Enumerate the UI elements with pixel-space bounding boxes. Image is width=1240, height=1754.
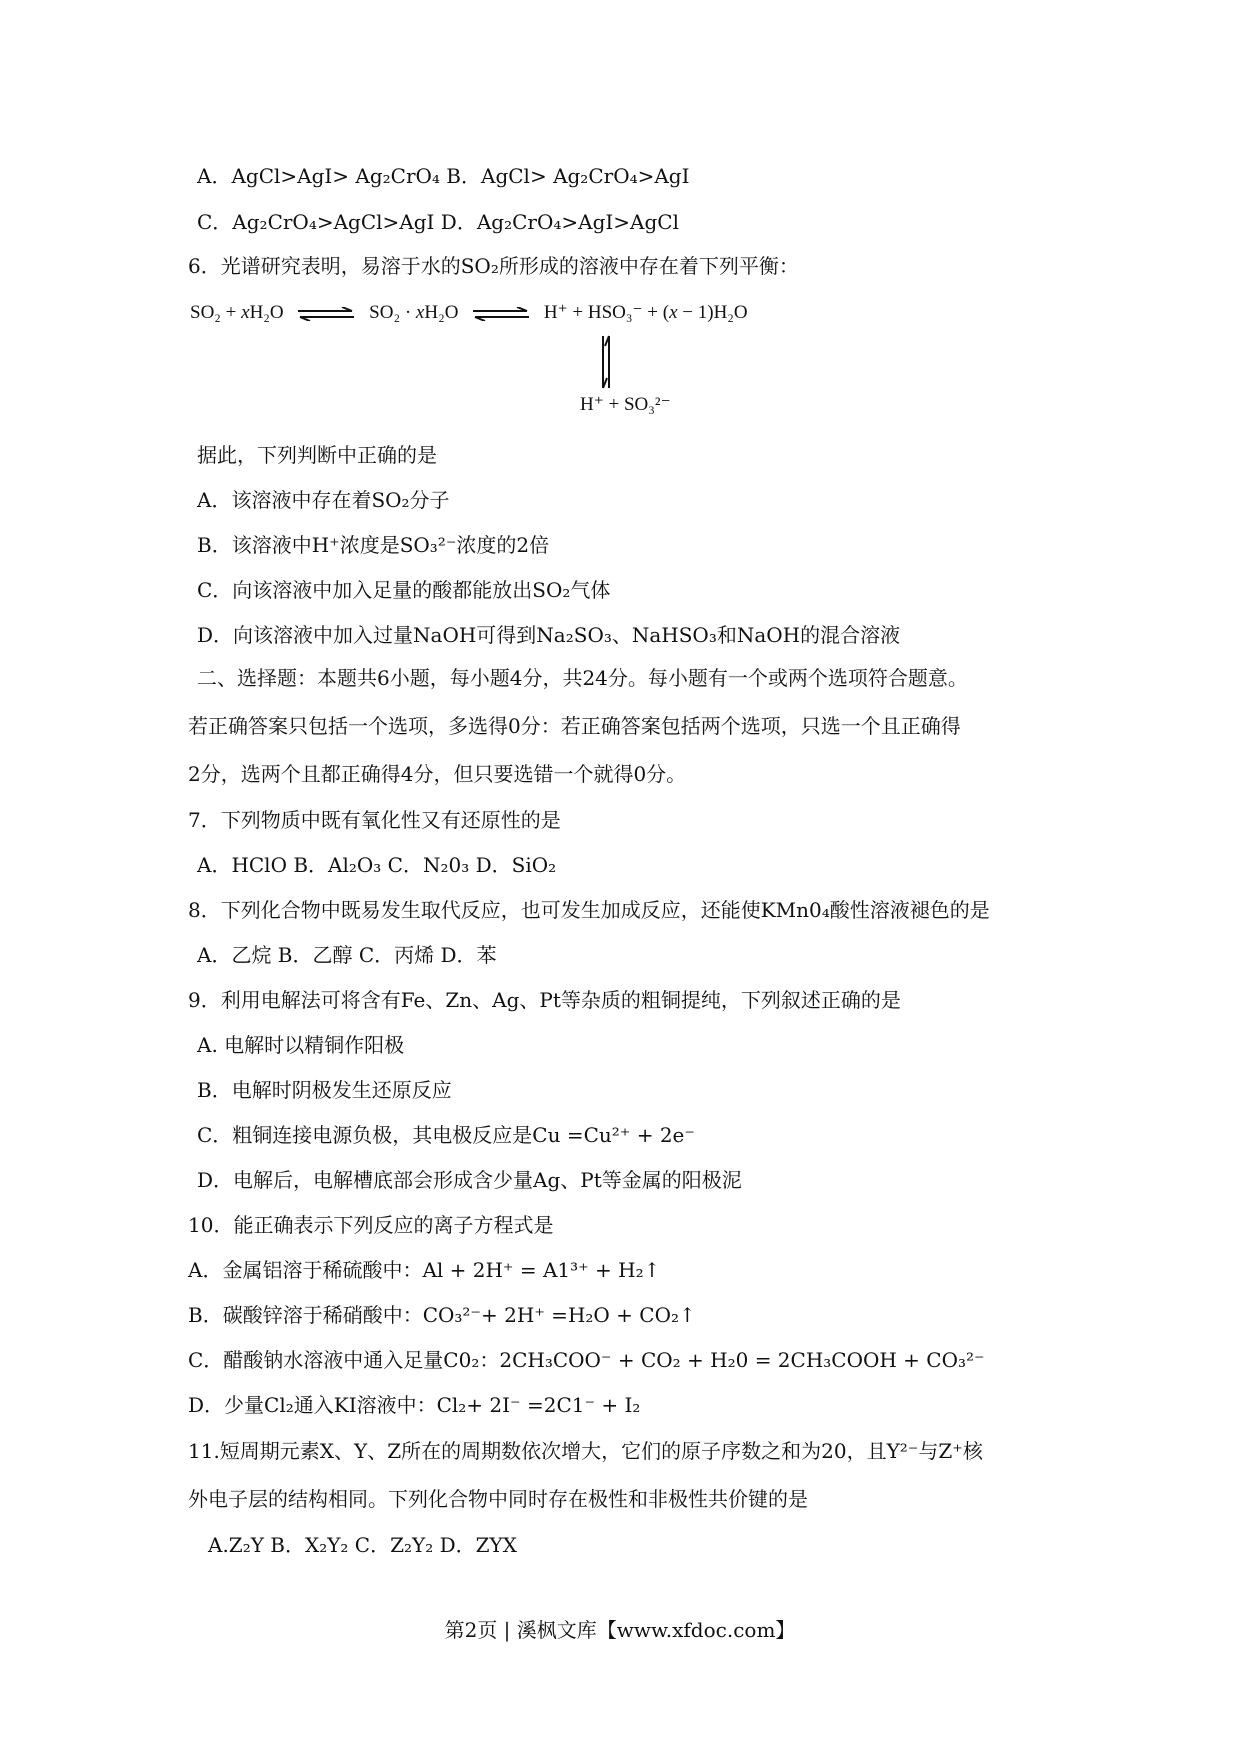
eq-x-symbol-2: x: [415, 302, 425, 323]
q9-opt-d: D．电解后，电解槽底部会形成含少量Ag、Pt等金属的阳极泥: [197, 1168, 742, 1192]
q7-opts: A．HClO B．Al₂O₃ C．N₂0₃ D．SiO₂: [197, 853, 557, 877]
eq-right-tail: − 1)H₂O: [677, 302, 748, 323]
q5-opt-cd: C．Ag₂CrO₄>AgCl>AgI D．Ag₂CrO₄>AgI>AgCl: [197, 210, 679, 234]
q5-opt-ab: A．AgCl>AgI> Ag₂CrO₄ B．AgCl> Ag₂CrO₄>AgI: [197, 164, 690, 188]
q6-opt-d: D．向该溶液中加入过量NaOH可得到Na₂SO₃、NaHSO₃和NaOH的混合溶液: [197, 623, 901, 647]
q6-opt-a: A．该溶液中存在着SO₂分子: [197, 488, 450, 512]
q10-opt-b: B．碳酸锌溶于稀硝酸中：CO₃²⁻+ 2H⁺ =H₂O + CO₂↑: [188, 1303, 696, 1327]
q6-stem: 6．光谱研究表明，易溶于水的SO₂所形成的溶液中存在着下列平衡：: [188, 254, 799, 278]
eq-x-symbol: x: [241, 302, 250, 323]
eq-left-species: SO₂ +: [190, 302, 242, 323]
q11-stem-2: 外电子层的结构相同。下列化合物中同时存在极性和非极性共价键的是: [188, 1487, 808, 1511]
eq-water-2: H₂O: [424, 302, 459, 323]
eq-water: H₂O: [249, 302, 284, 323]
equilibrium-arrow-icon-2: [471, 307, 531, 321]
equilibrium-arrow-icon: [296, 307, 356, 321]
sec2-instr-1: 二、选择题：本题共6小题，每小题4分，共24分。每小题有一个或两个选项符合题意。: [197, 666, 968, 690]
eq-right-x: x: [669, 302, 678, 323]
eq-bottom-species: H⁺ + SO₃²⁻: [580, 394, 671, 415]
q9-opt-c: C．粗铜连接电源负极，其电极反应是Cu =Cu²⁺ + 2e⁻: [197, 1123, 695, 1147]
q6-opt-b: B．该溶液中H⁺浓度是SO₃²⁻浓度的2倍: [197, 533, 550, 557]
q10-opt-d: D．少量Cl₂通入KI溶液中：Cl₂+ 2I⁻ =2C1⁻ + I₂: [188, 1393, 641, 1417]
q11-opts: A.Z₂Y B．X₂Y₂ C．Z₂Y₂ D．ZYX: [208, 1533, 517, 1557]
sec2-instr-3: 2分，选两个且都正确得4分，但只要选错一个就得0分。: [188, 762, 687, 786]
eq-middle-species: SO₂ ·: [369, 302, 416, 323]
equilibrium-row-2: [580, 392, 671, 418]
page-footer: 第2页 | 溪枫文库【www.xfdoc.com】: [444, 1618, 796, 1642]
q10-stem: 10．能正确表示下列反应的离子方程式是: [188, 1213, 554, 1237]
q9-opt-a: A. 电解时以精铜作阳极: [197, 1033, 405, 1057]
q11-stem-1: 11.短周期元素X、Y、Z所在的周期数依次增大，它们的原子序数之和为20，且Y²⁻与Z⁺核: [188, 1439, 983, 1463]
q10-opt-c: C．醋酸钠水溶液中通入足量C0₂：2CH₃COO⁻ + CO₂ + H₂0 = 2CH₃COOH + CO₃²⁻: [188, 1348, 985, 1372]
q9-opt-b: B．电解时阴极发生还原反应: [197, 1078, 452, 1102]
equilibrium-row-1: [190, 300, 748, 326]
q9-stem: 9．利用电解法可将含有Fe、Zn、Ag、Pt等杂质的粗铜提纯，下列叙述正确的是: [188, 988, 901, 1012]
sec2-instr-2: 若正确答案只包括一个选项，多选得0分：若正确答案包括两个选项，只选一个且正确得: [188, 714, 961, 738]
eq-right-species: H⁺ + HSO₃⁻ + (: [543, 302, 670, 323]
q6-lead: 据此，下列判断中正确的是: [197, 443, 437, 467]
q7-stem: 7．下列物质中既有氧化性又有还原性的是: [188, 808, 561, 832]
q8-opts: A．乙烷 B．乙醇 C．丙烯 D．苯: [197, 943, 497, 967]
q6-opt-c: C．向该溶液中加入足量的酸都能放出SO₂气体: [197, 578, 611, 602]
vertical-equilibrium-arrow-icon: [598, 334, 614, 390]
q10-opt-a: A．金属铝溶于稀硫酸中：Al + 2H⁺ = A1³⁺ + H₂↑: [188, 1258, 661, 1282]
q8-stem: 8．下列化合物中既易发生取代反应，也可发生加成反应，还能使KMn0₄酸性溶液褪色的是: [188, 898, 990, 922]
